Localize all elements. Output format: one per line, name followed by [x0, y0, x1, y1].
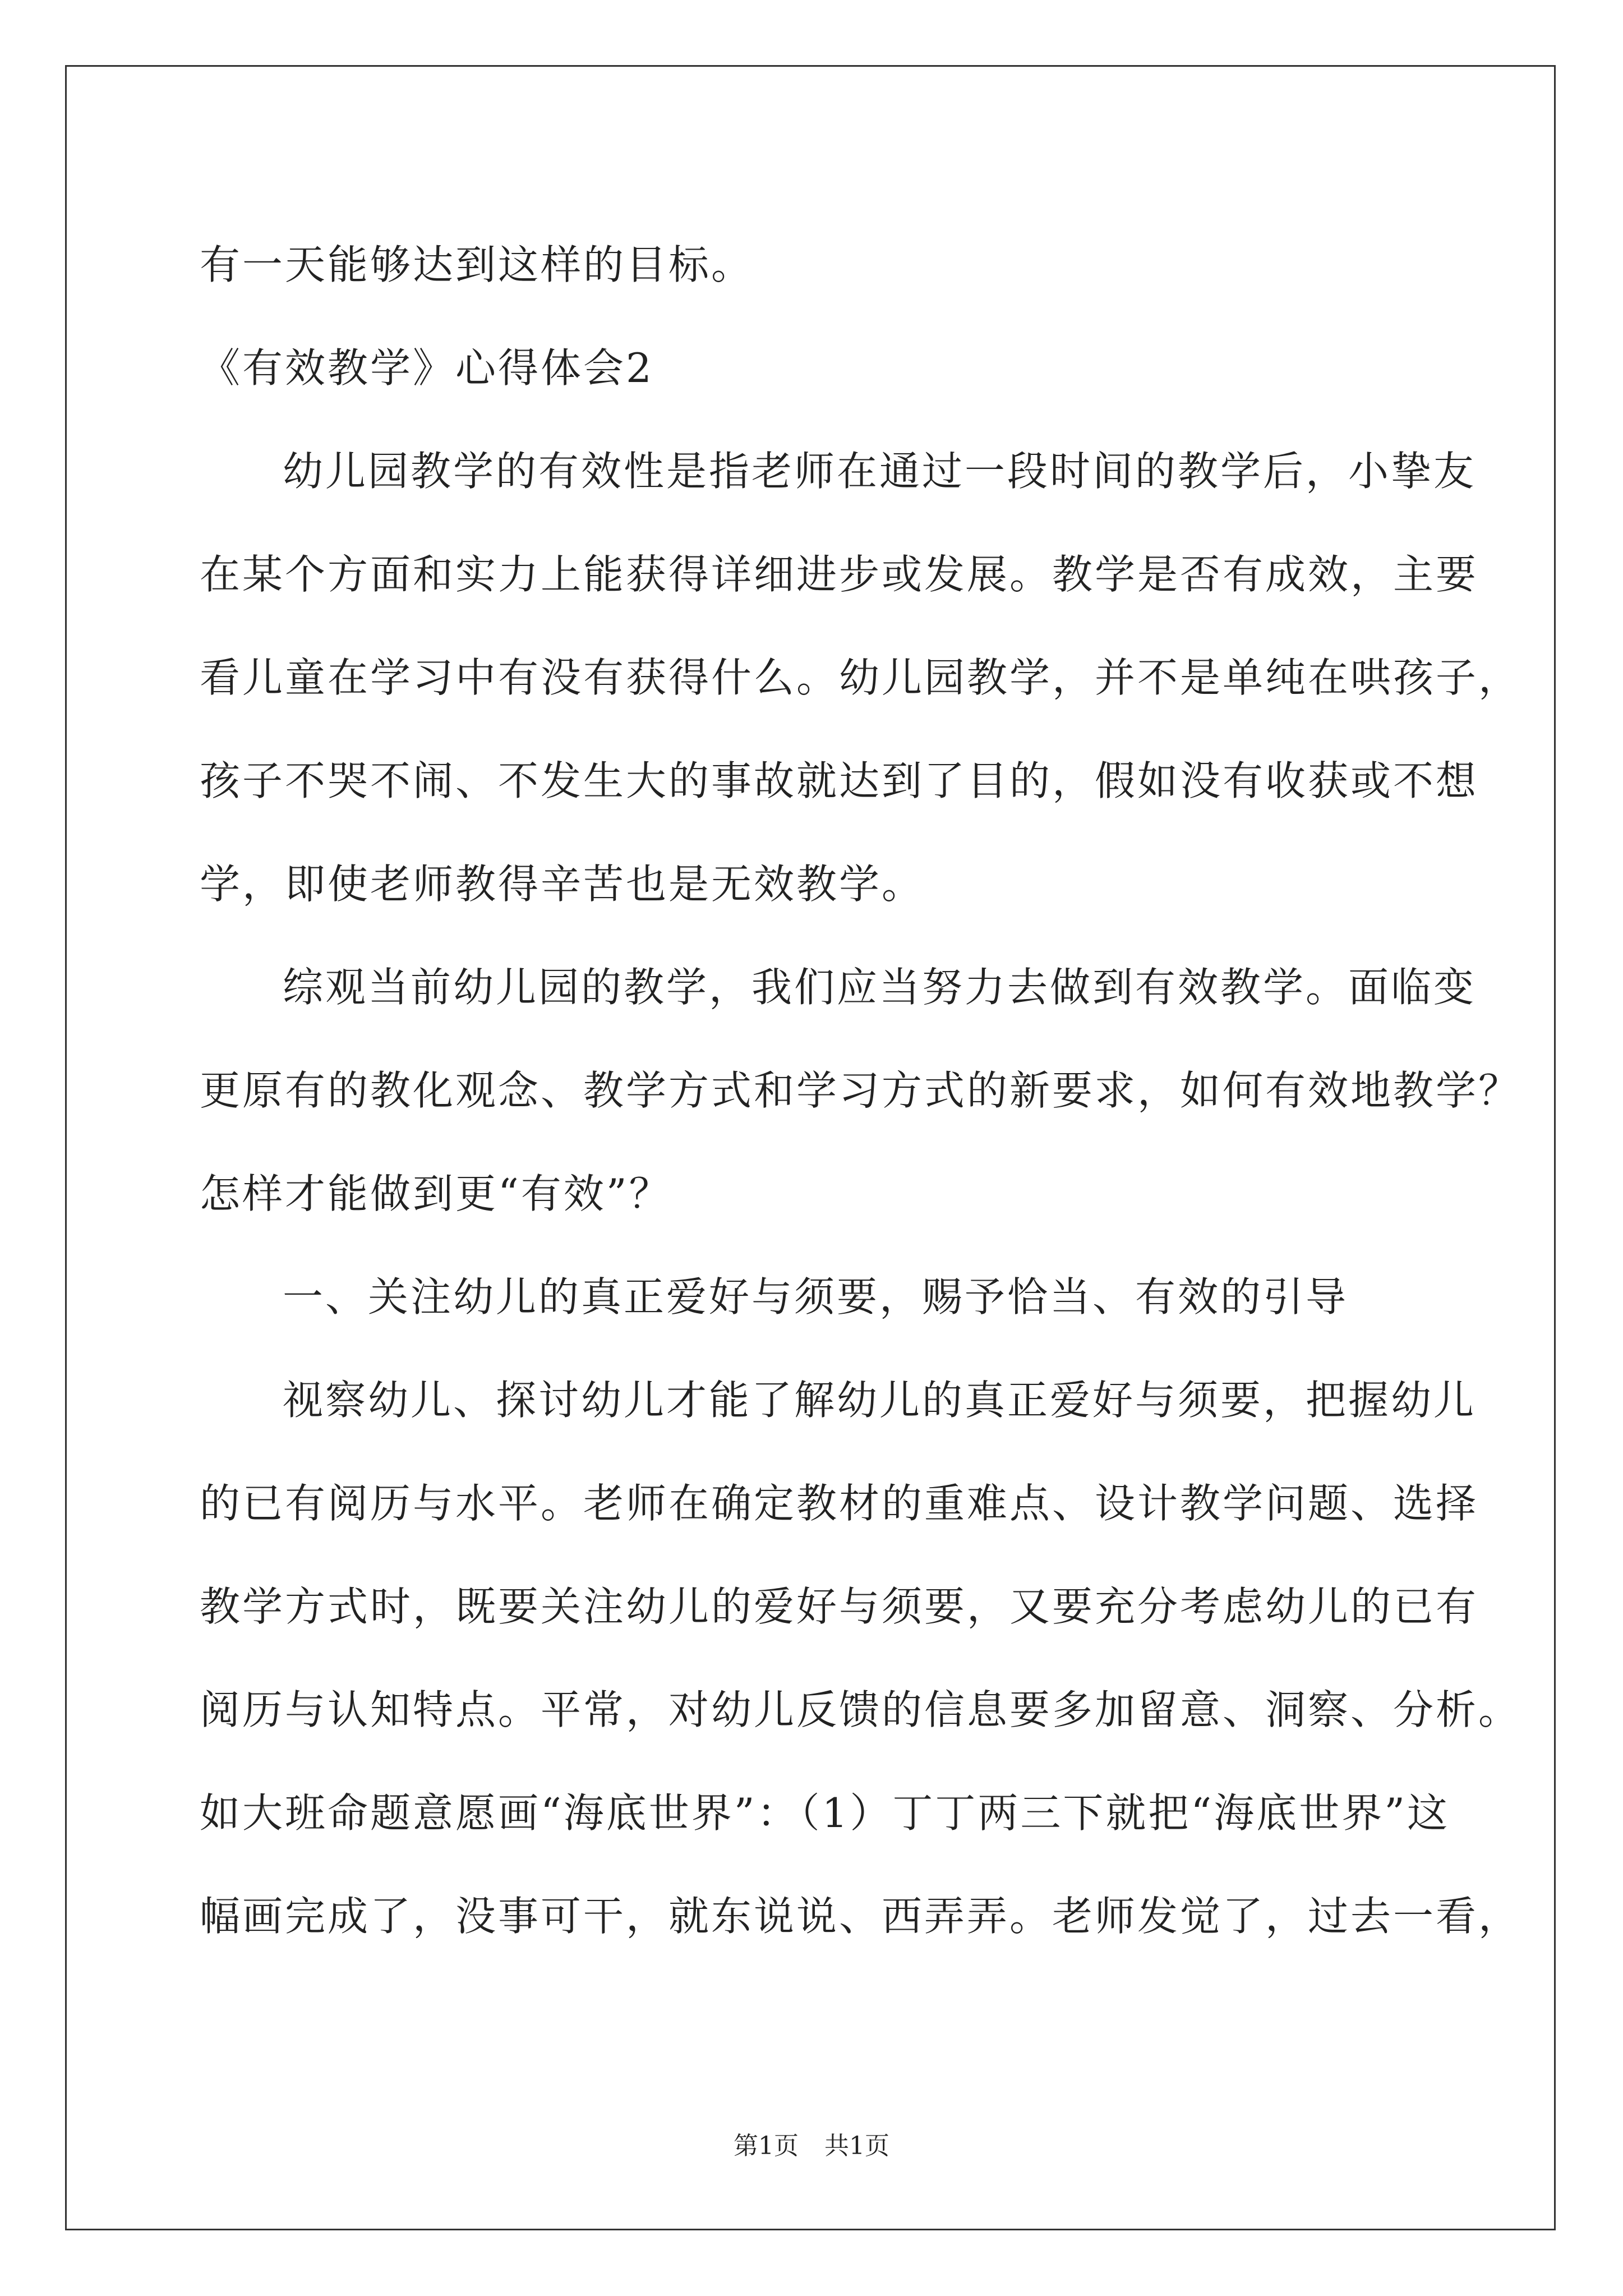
- text-line: 怎样才能做到更“有效”？: [200, 1170, 672, 1217]
- subheading: 一、关注幼儿的真正爱好与须要，赐予恰当、有效的引导: [283, 1273, 1349, 1320]
- text-line: 孩子不哭不闹、不发生大的事故就达到了目的，假如没有收获或不想: [200, 757, 1479, 804]
- text-line: 阅历与认知特点。平常，对幼儿反馈的信息要多加留意、洞察、分析。: [200, 1686, 1521, 1733]
- text-line: 幼儿园教学的有效性是指老师在通过一段时间的教学后，小挚友: [283, 448, 1477, 495]
- text-line: 更原有的教化观念、教学方式和学习方式的新要求，如何有效地教学？: [200, 1067, 1521, 1114]
- text-line: 学，即使老师教得辛苦也是无效教学。: [200, 861, 925, 908]
- text-line: 视察幼儿、探讨幼儿才能了解幼儿的真正爱好与须要，把握幼儿: [283, 1377, 1477, 1424]
- document-body: [200, 213, 1521, 1968]
- text-line: 的已有阅历与水平。老师在确定教材的重难点、设计教学问题、选择: [200, 1480, 1479, 1527]
- page-number: 第1页: [734, 2132, 799, 2160]
- text-line: 教学方式时，既要关注幼儿的爱好与须要，又要充分考虑幼儿的已有: [200, 1583, 1479, 1630]
- text-line: 幅画完成了，没事可干，就东说说、西弄弄。老师发觉了，过去一看，: [200, 1893, 1521, 1940]
- page-footer: [0, 2129, 1623, 2163]
- text-line: 有一天能够达到这样的目标。: [200, 241, 754, 288]
- text-line: 综观当前幼儿园的教学，我们应当努力去做到有效教学。面临变: [283, 964, 1477, 1011]
- text-line: 在某个方面和实力上能获得详细进步或发展。教学是否有成效，主要: [200, 551, 1479, 598]
- text-line: 如大班命题意愿画“海底世界”：（1）丁丁两三下就把“海底世界”这: [200, 1789, 1450, 1837]
- section-heading: 《有效教学》心得体会2: [200, 344, 654, 392]
- text-line: 看儿童在学习中有没有获得什么。幼儿园教学，并不是单纯在哄孩子，: [200, 654, 1521, 701]
- page-total: 共1页: [824, 2132, 889, 2160]
